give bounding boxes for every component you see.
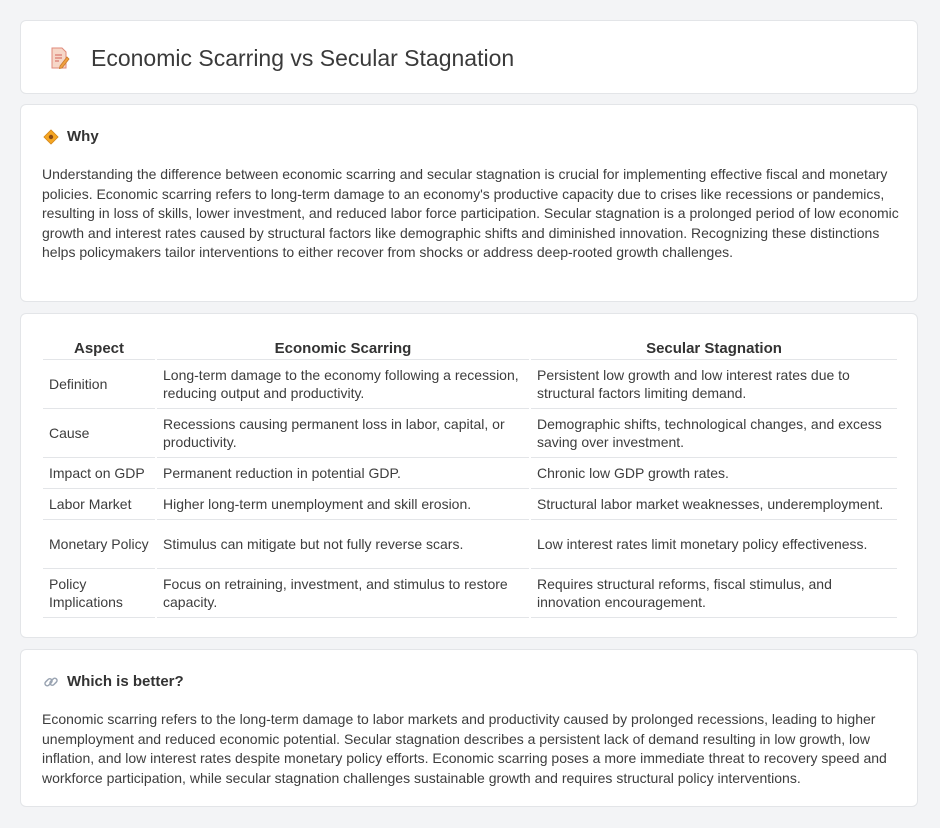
better-text: Economic scarring refers to the long-term damage to labor markets and productivity caused by prolonged recessions, leading to higher unemployment and reduced economic potential. Secular stagnation describes a persistent lack of demand resulting in low growth, low inflation, and low interest rates despite monetary policy efforts. Economic scarring poses a more immediate threat to recovery speed and workforce participation, while secular stagnation challenges sustainable growth and requires structural policy interventions. <box>42 711 887 786</box>
why-title: Why <box>67 128 99 145</box>
table-row <box>43 520 897 569</box>
table-header-row <box>43 335 897 360</box>
better-title: Which is better? <box>67 673 184 690</box>
scarring-cell: Recessions causing permanent loss in labor, capital, or productivity. <box>157 409 529 458</box>
table-row <box>43 458 897 489</box>
why-text: Understanding the difference between economic scarring and secular stagnation is crucial for implementing effective fiscal and monetary policies. Economic scarring refers to long-term damage to an economy's productive capacity due to crises like recessions or pandemics, resulting in loss of skills, lower investment, and reduced labor force participation. Secular stagnation is a prolonged period of low economic growth and interest rates caused by structural factors like demographic shifts and diminished innovation. Recognizing these distinctions helps policymakers tailor interventions to either recover from shocks or address deep-rooted growth challenges. <box>42 166 899 260</box>
aspect-cell: Impact on GDP <box>43 458 155 489</box>
link-icon <box>43 674 59 690</box>
stagnation-cell: Structural labor market weaknesses, underemployment. <box>531 489 897 520</box>
stagnation-cell: Chronic low GDP growth rates. <box>531 458 897 489</box>
scarring-cell: Focus on retraining, investment, and stimulus to restore capacity. <box>157 569 529 618</box>
scarring-cell: Permanent reduction in potential GDP. <box>157 458 529 489</box>
column-header-aspect: Aspect <box>43 335 155 360</box>
header-card <box>20 20 918 94</box>
aspect-cell: Definition <box>43 360 155 409</box>
stagnation-cell: Demographic shifts, technological changes, and excess saving over investment. <box>531 409 897 458</box>
table-row <box>43 489 897 520</box>
better-heading <box>43 672 184 692</box>
why-heading <box>43 127 99 147</box>
aspect-cell: Policy Implications <box>43 569 155 618</box>
page-title: Economic Scarring vs Secular Stagnation <box>91 45 515 71</box>
stagnation-cell: Requires structural reforms, fiscal stimulus, and innovation encouragement. <box>531 569 897 618</box>
diamond-sign-icon <box>43 129 59 145</box>
scarring-cell: Stimulus can mitigate but not fully reverse scars. <box>157 520 529 569</box>
table-row <box>43 360 897 409</box>
stagnation-cell: Low interest rates limit monetary policy effectiveness. <box>531 520 897 569</box>
scarring-cell: Long-term damage to the economy following a recession, reducing output and productivity. <box>157 360 529 409</box>
column-header-economic-scarring: Economic Scarring <box>157 335 529 360</box>
column-header-secular-stagnation: Secular Stagnation <box>531 335 897 360</box>
comparison-section <box>20 313 918 638</box>
aspect-cell: Cause <box>43 409 155 458</box>
which-is-better-section <box>20 649 918 807</box>
aspect-cell: Monetary Policy <box>43 520 155 569</box>
comparison-table <box>41 335 899 618</box>
stagnation-cell: Persistent low growth and low interest rates due to structural factors limiting demand. <box>531 360 897 409</box>
document-edit-icon <box>47 46 71 70</box>
scarring-cell: Higher long-term unemployment and skill erosion. <box>157 489 529 520</box>
table-row <box>43 409 897 458</box>
aspect-cell: Labor Market <box>43 489 155 520</box>
why-section <box>20 104 918 302</box>
table-row <box>43 569 897 618</box>
title-row <box>47 43 514 73</box>
